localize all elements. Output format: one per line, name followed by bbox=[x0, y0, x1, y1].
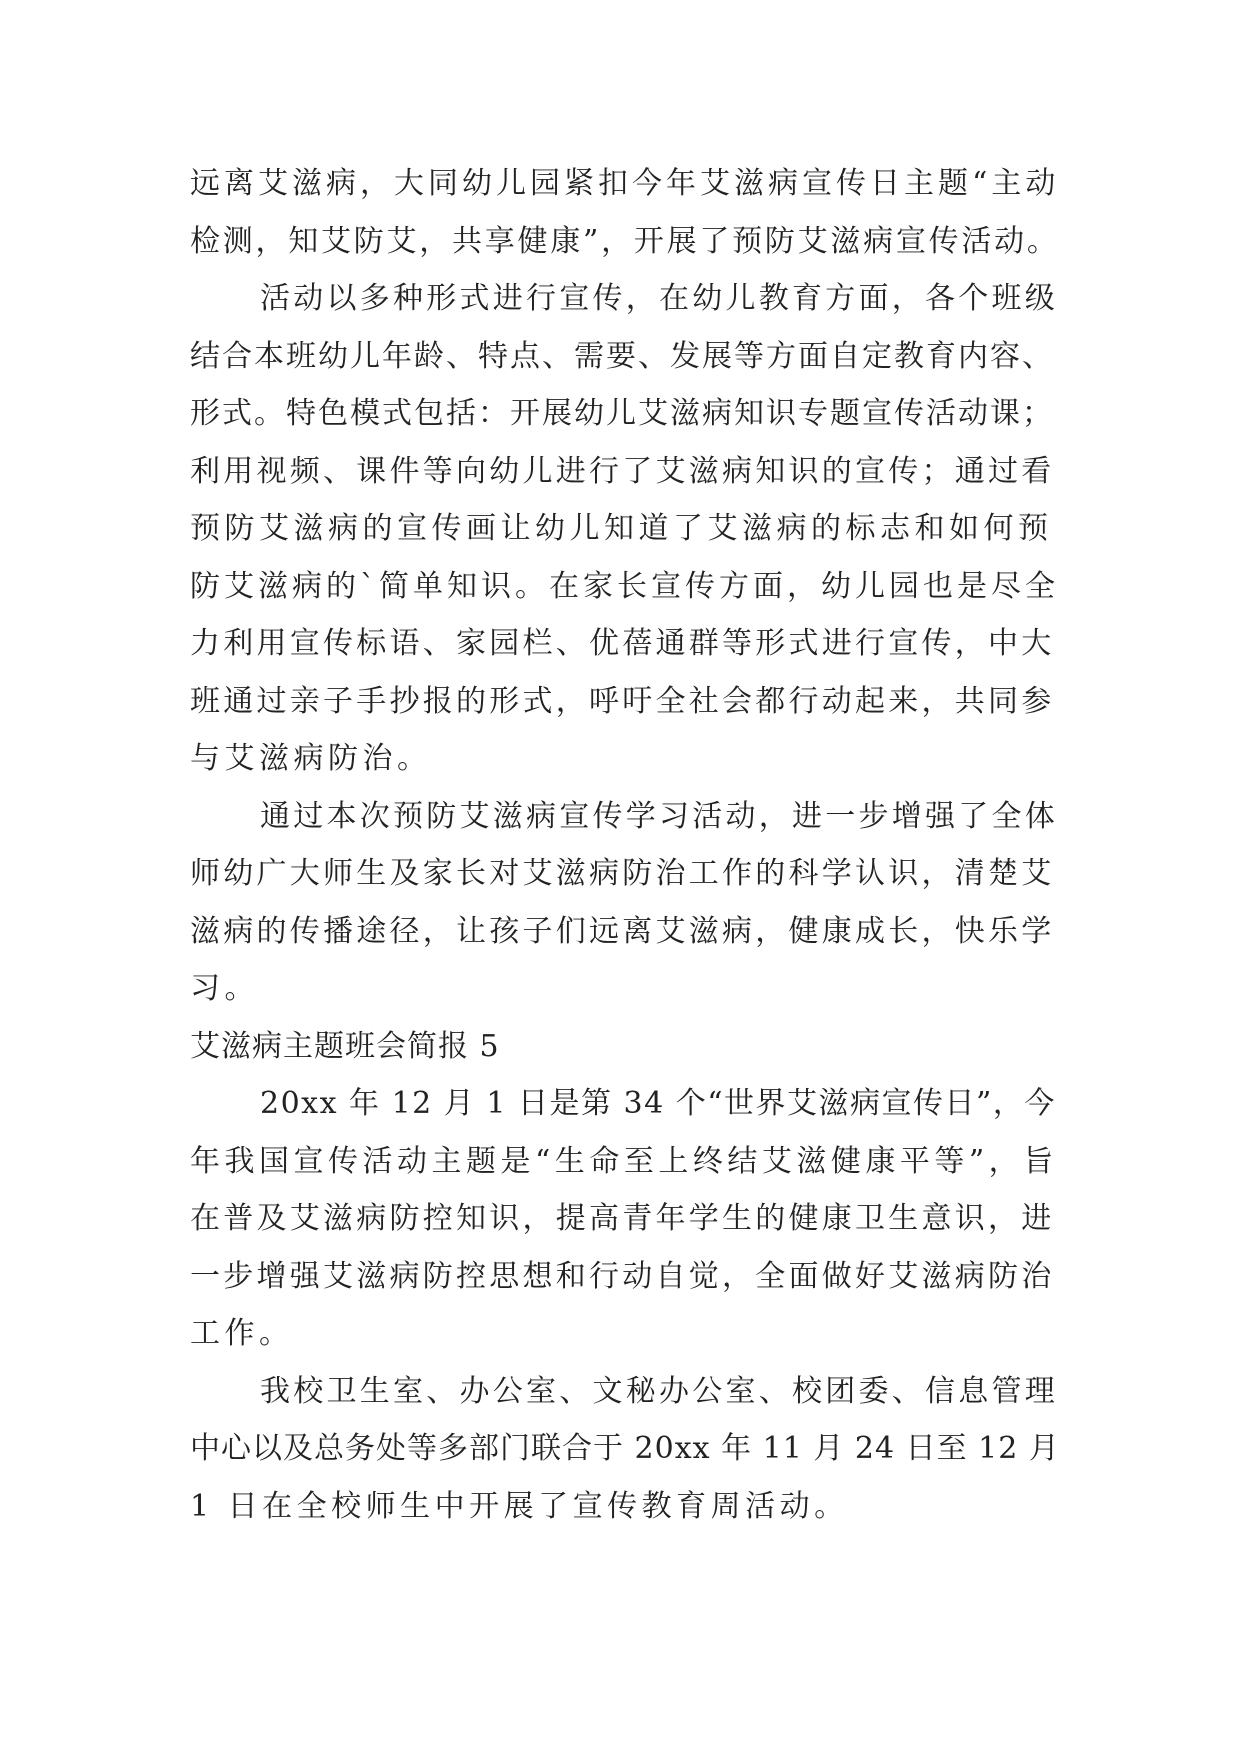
text-line: 力利用宣传标语、家园栏、优蓓通群等形式进行宣传，中大 bbox=[190, 626, 1055, 661]
text-line: 1 日在全校师生中开展了宣传教育周活动。 bbox=[190, 1488, 849, 1524]
section-heading: 艾滋病主题班会简报 5 bbox=[190, 1028, 500, 1064]
text-line: 班通过亲子手抄报的形式，呼吁全社会都行动起来，共同参 bbox=[190, 683, 1055, 719]
text-line: 预防艾滋病的宣传画让幼儿知道了艾滋病的标志和如何预 bbox=[190, 511, 1053, 546]
text-line: 年我国宣传活动主题是“生命至上终结艾滋健康平等”，旨 bbox=[190, 1143, 1058, 1179]
text-line: 形式。特色模式包括：开展幼儿艾滋病知识专题宣传活动课； bbox=[190, 396, 1054, 431]
text-line: 与艾滋病防治。 bbox=[190, 741, 432, 776]
text-line: 滋病的传播途径，让孩子们远离艾滋病，健康成长，快乐学 bbox=[190, 913, 1055, 949]
text-line: 利用视频、课件等向幼儿进行了艾滋病知识的宣传；通过看 bbox=[190, 453, 1055, 489]
text-line: 我校卫生室、办公室、文秘办公室、校团委、信息管理 bbox=[260, 1373, 1058, 1409]
text-line: 检测，知艾防艾，共享健康”，开展了预防艾滋病宣传活动。 bbox=[190, 223, 1060, 259]
text-line: 中心以及总务处等多部门联合于 20xx 年 11 月 24 日至 12 月 bbox=[190, 1431, 1060, 1466]
text-line: 远离艾滋病，大同幼儿园紧扣今年艾滋病宣传日主题“主动 bbox=[190, 166, 1060, 201]
text-line: 工作。 bbox=[190, 1316, 294, 1351]
text-line: 20xx 年 12 月 1 日是第 34 个“世界艾滋病宣传日”，今 bbox=[260, 1086, 1056, 1121]
document-body bbox=[190, 155, 1060, 1535]
text-line: 结合本班幼儿年龄、特点、需要、发展等方面自定教育内容、 bbox=[190, 338, 1054, 374]
text-line: 活动以多种形式进行宣传，在幼儿教育方面，各个班级 bbox=[260, 281, 1058, 316]
text-line: 通过本次预防艾滋病宣传学习活动，进一步增强了全体 bbox=[260, 798, 1058, 834]
text-line: 一步增强艾滋病防控思想和行动自觉，全面做好艾滋病防治 bbox=[190, 1258, 1055, 1294]
text-line: 在普及艾滋病防控知识，提高青年学生的健康卫生意识，进 bbox=[190, 1201, 1055, 1236]
text-line: 师幼广大师生及家长对艾滋病防治工作的科学认识，清楚艾 bbox=[190, 856, 1055, 891]
text-line: 防艾滋病的`简单知识。在家长宣传方面，幼儿园也是尽全 bbox=[190, 568, 1059, 604]
text-line: 习。 bbox=[190, 971, 259, 1006]
